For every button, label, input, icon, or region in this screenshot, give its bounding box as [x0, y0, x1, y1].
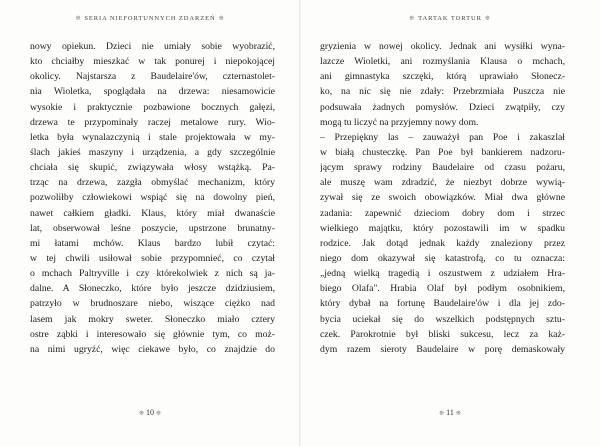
left-page-text — [30, 39, 275, 357]
running-head-right — [300, 15, 600, 22]
text-line: ostre ząbki i interesowało się głównie tym, co moż- — [30, 328, 275, 340]
text-line: rodzice. Jak dotąd jednak każdy znaleziony przez — [320, 237, 565, 249]
text-line: drzewa te przypominały raczej metalowe rury. Wio- — [30, 116, 275, 128]
ornament-icon: ❊ — [218, 16, 225, 22]
text-line: nowy opiekun. Dzieci nie umiały sobie wyobrazić, — [30, 41, 275, 52]
text-line: lat, obserwował leśne poszycie, upstrzone brunatny- — [30, 222, 275, 234]
text-line: lazcze Wioletki, ani rozmyślania Klausa o mchach, — [320, 56, 565, 68]
text-line: podsuwała żadnych pomysłów. Dzieci zwątpiły, czy — [320, 101, 565, 113]
page-number-right — [300, 408, 600, 417]
text-line: biego Olafa". Hrabia Olaf był podłym osobnikiem, — [320, 283, 565, 295]
text-line: niego dom okazywał się katastrofą, co tu oznacza: — [320, 252, 565, 264]
text-line: dym razem sieroty Baudelaire w porę demaskowały — [320, 343, 565, 355]
text-line: kto chciałby mieszkać w tak ponurej i niepokojącej — [30, 56, 275, 68]
text-line: o mchach Paltryville i czy którekolwiek z nich są ja- — [30, 268, 275, 280]
page-number: 11 — [446, 408, 454, 417]
text-line: na nimi ugryźć, więc ciekawe było, co znajdzie do — [30, 343, 275, 355]
text-line: który dybał na fortunę Baudelaire'ów i dla jej zdo- — [320, 298, 565, 310]
text-line: wielkiego majątku, który pozostawili im w spadku — [320, 222, 565, 234]
text-line: ale muszę wam zdradzić, że niezbyt dobrze wywią- — [320, 177, 565, 189]
page-number: 10 — [146, 408, 154, 417]
text-line: dalne. A Słoneczko, które było jeszcze dzidziusiem, — [30, 283, 275, 295]
running-head-left — [0, 15, 300, 22]
text-line: bycia uciekał się do wszelkich podstępnych sztu- — [320, 313, 565, 325]
text-line: jącym sprawy rodziny Baudelaire od czasu pożaru, — [320, 162, 565, 174]
text-line: pozwoliłby człowiekowi wspiąć się na dowolny pień, — [30, 192, 275, 204]
ornament-icon: ❊ — [484, 16, 491, 22]
text-line: patrzyło w brudnoszare niebo, wiszące ciężko nad — [30, 298, 275, 310]
text-line: ani gimnastyka szczęki, którą uprawiało Słonecz- — [320, 71, 565, 83]
ornament-icon: ❊ — [455, 411, 461, 417]
text-line: w białą chusteczkę. Pan Poe był bankierem nadzoru- — [320, 146, 565, 158]
text-line: mi łatami mchów. Klaus bardzo lubił czytać: — [30, 237, 275, 249]
text-line: „jedną wielką tragedią i oszustwem z udziałem Hra- — [320, 268, 565, 280]
ornament-icon: ❊ — [156, 411, 162, 417]
text-line: ślach jakieś maszyny i urządzenia, a gdy szczególnie — [30, 146, 275, 158]
text-line: okolicy. Najstarsza z Baudelaire'ów, czternastolet- — [30, 71, 275, 83]
ornament-icon: ❊ — [138, 411, 144, 417]
series-title: SERIA NIEFORTUNNYCH ZDARZEŃ — [84, 15, 216, 22]
right-page — [300, 0, 600, 446]
text-line: – Przepiękny las – zauważył pan Poe i zakaszlał — [320, 131, 565, 143]
text-line: nawet całkiem gładki. Klaus, który miał dwanaście — [30, 207, 275, 219]
text-line: nia Wioletka, spoglądała na drzewa: niesamowicie — [30, 86, 275, 98]
book-title: TARTAK TORTUR — [418, 15, 482, 22]
text-line: zywał się ze swoich obowiązków. Miał dwa główne — [320, 192, 565, 204]
ornament-icon: ❊ — [439, 411, 445, 417]
ornament-icon: ❊ — [409, 16, 416, 22]
text-line: mogą tu liczyć na przyjemny nowy dom. — [320, 116, 479, 128]
text-line: chciała się skupić, związywała włosy wstążką. Pa- — [30, 162, 275, 174]
text-line: zadania: zapewnić dzieciom dobry dom i strzec — [320, 207, 565, 219]
text-line: trząc na drzewa, zazgła obmyślać mechanizm, który — [30, 177, 275, 189]
text-line: czek. Parokrotnie był bliski sukcesu, lecz za każ- — [320, 328, 565, 340]
ornament-icon: ❊ — [75, 16, 82, 22]
text-line: lasem jak mokry sweter. Słoneczko miało cztery — [30, 313, 275, 325]
text-line: gryzienia w nowej okolicy. Jednak ani wysiłki wyna- — [320, 41, 565, 52]
text-line: letka była wynalazczynią i stale projektowała w my- — [30, 131, 275, 143]
text-line: wysokie i praktycznie pozbawione bocznych gałęzi, — [30, 101, 275, 113]
page-number-left — [0, 408, 300, 417]
right-page-text — [320, 39, 565, 357]
text-line: ko, na nic się nie zdały: Przebrzmiała Puszcza nie — [320, 86, 565, 98]
text-line: w tej chwili usiłował sobie przypomnieć, co czytał — [30, 252, 275, 264]
